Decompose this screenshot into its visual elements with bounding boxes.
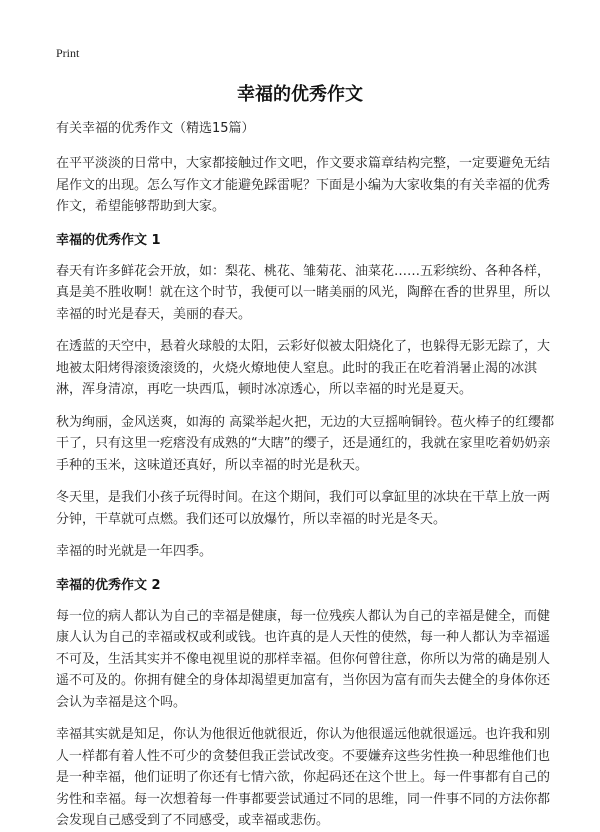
- intro-paragraph: 在平平淡淡的日常中，大家都接触过作文吧，作文要求篇章结构完整，一定要避免无结尾作文的出现。怎么写作文才能避免踩雷呢？下面是小编为大家收集的有关幸福的优秀作文，希望能够帮助到大家。: [56, 156, 551, 214]
- essay-paragraph: 冬天里，是我们小孩子玩得时间。在这个期间，我们可以拿缸里的冰块在干草上放一两分钟，干草就可点燃。我们还可以放爆竹，所以幸福的时光是冬天。: [56, 490, 551, 527]
- essay-paragraph: 幸福的时光就是一年四季。: [56, 544, 213, 559]
- page-title: 幸福的优秀作文: [237, 84, 363, 105]
- article-subtitle: 有关幸福的优秀作文（精选15篇）: [56, 121, 255, 136]
- essay-paragraph: 秋为绚丽，金风送爽，如海的 高粱举起火把，无边的大豆摇响铜铃。苞火棒子的红缨都干了，只有这里一疙瘩没有成熟的“大瞎”的缨子，还是通红的，我就在家里吃着奶奶亲手种的玉米，这味道还真好，所以幸福的时光是秋天。: [56, 414, 555, 473]
- print-link[interactable]: Print: [56, 46, 80, 60]
- essay-heading: 幸福的优秀作文 2: [56, 577, 161, 593]
- essay-paragraph: 每一位的病人都认为自己的幸福是健康，每一位残疾人都认为自己的幸福是健全，而健康人认为自己的幸福或权或利或钱。也许真的是人天性的使然，每一种人都认为幸福遥不可及，生活其实并不像电视里说的那样幸福。但你何曾往意，你所以为常的确是别人遥不可及的。你拥有健全的身体却渴望更加富有，当你因为富有而失去健全的身体你还会认为幸福是这个吗。: [56, 608, 551, 710]
- article-body: [56, 118, 556, 832]
- essay-paragraph: 在透蓝的天空中，悬着火球般的太阳，云彩好似被太阳烧化了，也躲得无影无踪了，大地被太阳烤得滚烫滚烫的，火烧火燎地使人窒息。此时的我正在吃着消暑止渴的冰淇淋，浑身清凉，再吃一块西瓜，顿时冰凉透心，所以幸福的时光是夏天。: [56, 339, 551, 397]
- essay-paragraph: 春天有许多鲜花会开放，如：梨花、桃花、雏菊花、油菜花……五彩缤纷、各种各样，真是美不胜收啊！就在这个时节，我便可以一睹美丽的风光，陶醉在香的世界里，所以幸福的时光是春天，美丽的春天。: [56, 263, 551, 322]
- essay-paragraph: 幸福其实就是知足，你认为他很近他就很近，你认为他很遥远他就很遥远。也许我和别人一样都有着人性不可少的贪婪但我正尝试改变。不要嫌弃这些劣性换一种思维他们也是一种幸福，他们证明了你还有七情六欲，你起码还在这个世上。每一件事都有自己的劣性和幸福。每一次想着每一件事都要尝试通过不同的思维，同一件事不同的方法你都会发现自己感受到了不同感受，或幸福或悲伤。: [56, 727, 551, 828]
- essay-heading: 幸福的优秀作文 1: [56, 232, 161, 248]
